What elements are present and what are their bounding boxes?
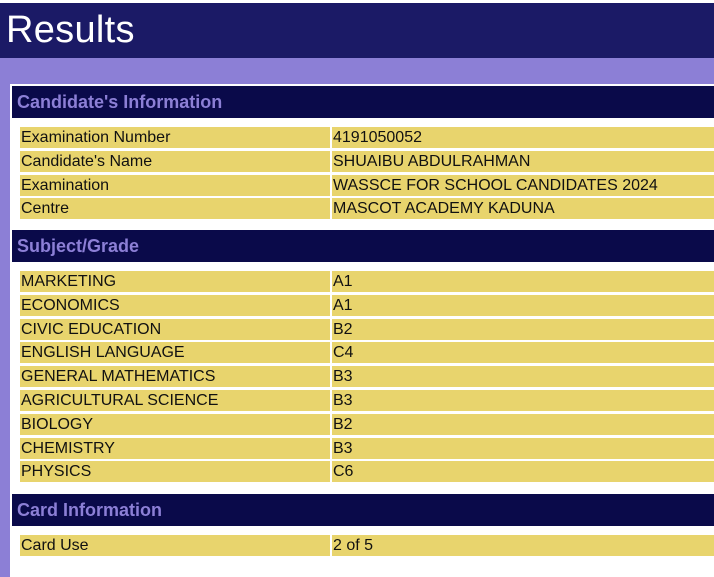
examination-number-value: 4191050052 <box>332 127 714 148</box>
card-use-label: Card Use <box>20 535 330 556</box>
subject-name: BIOLOGY <box>20 414 330 435</box>
candidate-info-heading: Candidate's Information <box>12 86 714 118</box>
subject-grade: B2 <box>332 414 714 435</box>
candidate-name-label: Candidate's Name <box>20 151 330 172</box>
subject-grade: A1 <box>332 295 714 316</box>
subject-name: ENGLISH LANGUAGE <box>20 342 330 363</box>
candidate-info-section <box>12 86 714 118</box>
table-row <box>20 175 714 196</box>
subject-grade: A1 <box>332 271 714 292</box>
examination-number-label: Examination Number <box>20 127 330 148</box>
table-row <box>20 342 714 363</box>
table-row <box>20 414 714 435</box>
centre-value: MASCOT ACADEMY KADUNA <box>332 198 714 219</box>
subject-grade: B3 <box>332 366 714 387</box>
examination-value: WASSCE FOR SCHOOL CANDIDATES 2024 <box>332 175 714 196</box>
card-info-section <box>12 494 714 526</box>
table-row <box>20 127 714 148</box>
page-header <box>0 3 714 58</box>
subject-name: ECONOMICS <box>20 295 330 316</box>
subject-name: PHYSICS <box>20 461 330 482</box>
subject-grade: B2 <box>332 319 714 340</box>
table-row <box>20 366 714 387</box>
table-row <box>20 198 714 219</box>
table-row <box>20 151 714 172</box>
table-row <box>20 295 714 316</box>
subject-grade: C4 <box>332 342 714 363</box>
subject-name: GENERAL MATHEMATICS <box>20 366 330 387</box>
card-use-value: 2 of 5 <box>332 535 714 556</box>
subject-grade: B3 <box>332 438 714 459</box>
candidate-name-value: SHUAIBU ABDULRAHMAN <box>332 151 714 172</box>
subject-name: AGRICULTURAL SCIENCE <box>20 390 330 411</box>
table-row <box>20 461 714 482</box>
subject-grade: C6 <box>332 461 714 482</box>
table-row <box>20 271 714 292</box>
card-info-table <box>20 535 714 559</box>
subject-name: MARKETING <box>20 271 330 292</box>
examination-label: Examination <box>20 175 330 196</box>
subject-name: CHEMISTRY <box>20 438 330 459</box>
page-title: Results <box>6 9 135 51</box>
subject-grade-section <box>12 230 714 262</box>
card-info-heading: Card Information <box>12 494 714 526</box>
table-row <box>20 438 714 459</box>
table-row <box>20 319 714 340</box>
subject-grade-table <box>20 271 714 485</box>
subject-grade-heading: Subject/Grade <box>12 230 714 262</box>
centre-label: Centre <box>20 198 330 219</box>
table-row <box>20 535 714 556</box>
subject-grade: B3 <box>332 390 714 411</box>
table-row <box>20 390 714 411</box>
subject-name: CIVIC EDUCATION <box>20 319 330 340</box>
candidate-info-table <box>20 127 714 222</box>
